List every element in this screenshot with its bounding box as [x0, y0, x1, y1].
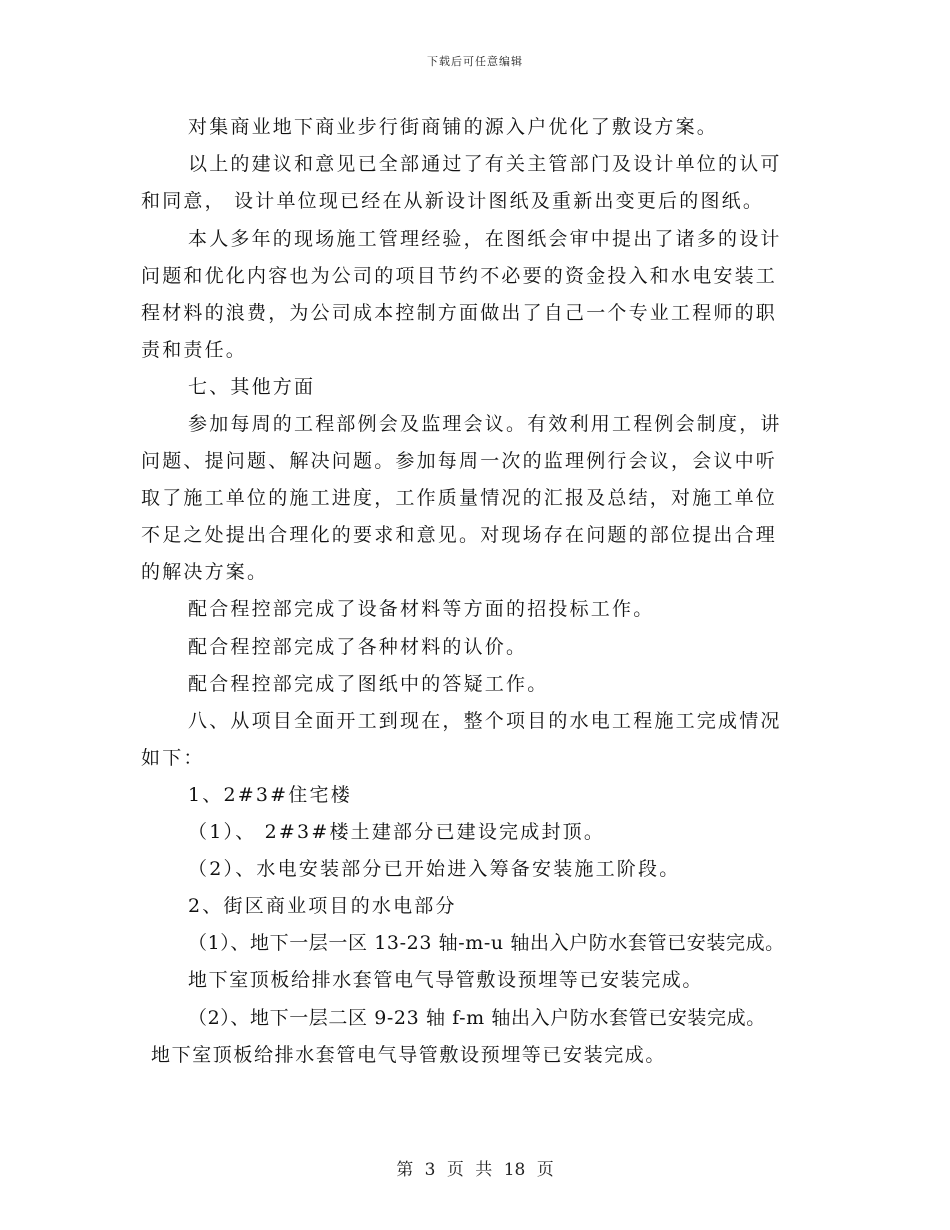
- list-item: （1）、地下一层一区 13-23 轴-m-u 轴出入户防水套管已安装完成。: [188, 932, 785, 954]
- paragraph-line: 不足之处提出合理化的要求和意见。对现场存在问题的部位提出合理: [141, 524, 778, 546]
- paragraph-line: 地下室顶板给排水套管电气导管敷设预埋等已安装完成。: [151, 1044, 667, 1066]
- paragraph-line: 配合程控部完成了图纸中的答疑工作。: [188, 673, 549, 695]
- list-item: （2）、地下一层二区 9-23 轴 f-m 轴出入户防水套管已安装完成。: [188, 1007, 766, 1029]
- list-item: （1）、 2#3#楼土建部分已建设完成封顶。: [188, 821, 606, 843]
- section-heading: 八、从项目全面开工到现在，整个项目的水电工程施工完成情况: [188, 710, 782, 732]
- paragraph-line: 问题和优化内容也为公司的项目节约不必要的资金投入和水电安装工: [141, 265, 778, 287]
- paragraph-line: 地下室顶板给排水套管电气导管敷设预埋等已安装完成。: [188, 969, 704, 991]
- paragraph-line: 配合程控部完成了设备材料等方面的招投标工作。: [188, 598, 655, 620]
- subsection-heading: 2、街区商业项目的水电部分: [188, 895, 457, 917]
- page-header: 下载后可任意编辑: [427, 55, 523, 68]
- page-footer: 第 3 页 共 18 页: [396, 1160, 554, 1180]
- paragraph-line: 取了施工单位的施工进度，工作质量情况的汇报及总结，对施工单位: [141, 487, 778, 509]
- section-heading: 七、其他方面: [188, 376, 316, 398]
- paragraph-line: 本人多年的现场施工管理经验，在图纸会审中提出了诸多的设计: [188, 228, 782, 250]
- paragraph-line: 的解决方案。: [141, 561, 269, 583]
- paragraph-line: 和同意， 设计单位现已经在从新设计图纸及重新出变更后的图纸。: [141, 190, 765, 212]
- paragraph-line: 程材料的浪费，为公司成本控制方面做出了自己一个专业工程师的职: [141, 302, 778, 324]
- list-item: （2）、水电安装部分已开始进入筹备安装施工阶段。: [188, 858, 681, 880]
- paragraph-line: 以上的建议和意见已全部通过了有关主管部门及设计单位的认可: [188, 153, 782, 175]
- subsection-heading: 1、2#3#住宅楼: [188, 784, 352, 806]
- paragraph-line: 配合程控部完成了各种材料的认价。: [188, 636, 528, 658]
- paragraph-line: 责和责任。: [141, 339, 248, 361]
- paragraph-line: 如下：: [141, 747, 205, 769]
- paragraph-line: 问题、提问题、解决问题。参加每周一次的监理例行会议，会议中听: [141, 450, 778, 472]
- paragraph-line: 对集商业地下商业步行街商铺的源入户优化了敷设方案。: [188, 116, 719, 138]
- paragraph-line: 参加每周的工程部例会及监理会议。有效利用工程例会制度，讲: [188, 413, 782, 435]
